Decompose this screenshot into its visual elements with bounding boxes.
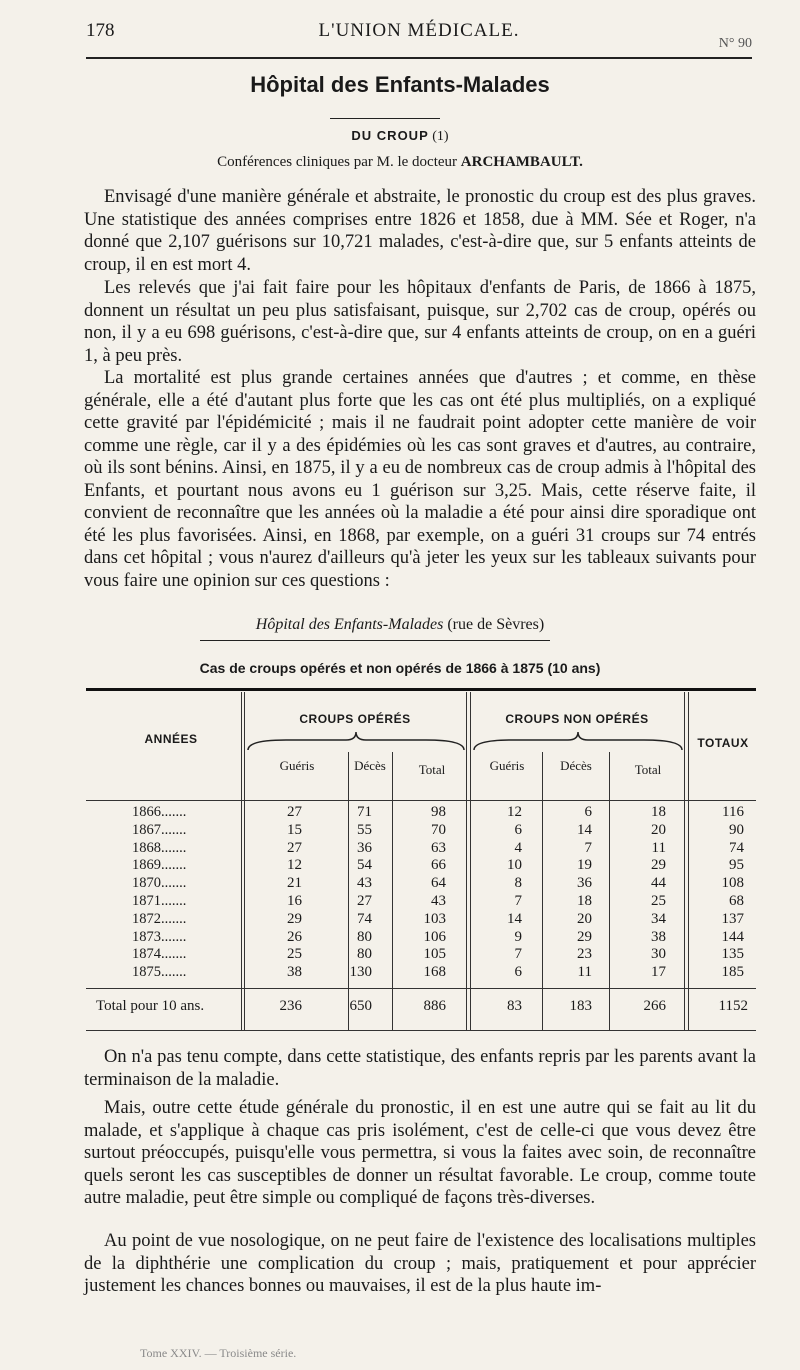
cell-nop-total: 30 (651, 946, 666, 963)
cell-op-total: 64 (431, 875, 446, 892)
cell-op-total: 63 (431, 839, 446, 856)
header-totals: TOTAUX (697, 736, 749, 750)
table-row (86, 893, 756, 911)
running-header (86, 20, 752, 50)
cell-nop-deaths: 11 (577, 964, 592, 981)
table-row (86, 946, 756, 964)
cell-year: 1870....... (132, 875, 187, 892)
conference-author: ARCHAMBAULT. (460, 154, 583, 170)
journal-title: L'UNION MÉDICALE. (318, 20, 520, 41)
total-nop-total: 266 (643, 998, 666, 1014)
cell-op-total: 105 (423, 946, 446, 963)
cell-op-cured: 12 (287, 857, 302, 874)
cell-nop-total: 20 (651, 821, 666, 838)
statistics-table (86, 688, 756, 1034)
cell-nop-cured: 14 (507, 910, 522, 927)
cell-op-total: 98 (431, 804, 446, 820)
header-years: ANNÉES (144, 732, 198, 746)
cell-grand-total: 185 (721, 964, 744, 981)
cell-nop-cured: 4 (514, 839, 522, 856)
table-row (86, 840, 756, 858)
cell-year: 1875....... (132, 964, 187, 981)
subtitle-note: (1) (432, 129, 449, 144)
article-subtitle (0, 128, 800, 145)
total-op-cured: 236 (279, 998, 302, 1014)
table-row (86, 929, 756, 947)
subtitle-text: DU CROUP (351, 128, 429, 143)
brace-operated (246, 730, 466, 752)
cell-year: 1868....... (132, 839, 187, 856)
cell-year: 1869....... (132, 857, 187, 874)
total-nop-deaths: 183 (569, 998, 592, 1014)
article-title: Hôpital des Enfants-Malades (250, 72, 550, 97)
cell-nop-cured: 6 (514, 821, 522, 838)
cell-grand-total: 137 (721, 910, 744, 927)
subheader-cured: Guéris (489, 758, 525, 773)
cell-grand-total: 108 (721, 875, 744, 892)
cell-grand-total: 95 (729, 857, 744, 874)
cell-op-deaths: 80 (357, 928, 372, 945)
cell-op-deaths: 27 (357, 892, 372, 909)
cell-year: 1872....... (132, 910, 187, 927)
paragraph-2: Les relevés que j'ai fait faire pour les hôpitaux d'enfants de Paris, de 1866 à 1875, donnent un résultat un peu plus satisfaisant, puisque, sur 2,702 cas de croup, opérés ou non, il y a eu 698 guérisons, c'est-à-dire que, sur 4 enfants atteints de croup, on en a guéri 1, à peu près. (84, 278, 756, 366)
cell-nop-total: 44 (651, 875, 666, 892)
table-row (86, 804, 756, 822)
table-caption-main: Hôpital des Enfants-Malades (255, 616, 444, 633)
cell-op-cured: 27 (287, 839, 302, 856)
cell-op-total: 66 (431, 857, 446, 874)
cell-op-deaths: 130 (349, 964, 372, 981)
paragraph-5: Mais, outre cette étude générale du pronostic, il en est une autre qui se fait au lit du malade, et s'applique à chaque cas pris isolément, c'est de celle-ci que vous devez être surtout préoccupés, puisqu'elle vous permettra, si vous la faites avec soin, de reconnaître quels seront les cas susceptibles de donner un résultat favorable. Le croup, comme toute autre maladie, peut être simple ou compliqué de façons très-diverses. (84, 1098, 756, 1208)
cell-nop-total: 29 (651, 857, 666, 874)
cell-nop-total: 18 (651, 804, 666, 820)
total-grand: 1152 (718, 998, 748, 1014)
cell-nop-total: 11 (651, 839, 666, 856)
cell-nop-deaths: 7 (584, 839, 592, 856)
cell-op-cured: 16 (287, 892, 302, 909)
cell-nop-deaths: 19 (577, 857, 592, 874)
cell-year: 1874....... (132, 946, 187, 963)
page-number: 178 (86, 20, 115, 41)
cell-op-cured: 27 (287, 804, 302, 820)
cell-nop-total: 25 (651, 892, 666, 909)
brace-not-operated (472, 730, 684, 752)
cell-year: 1871....... (132, 892, 187, 909)
table-bottom-rule (86, 1030, 756, 1031)
cell-op-cured: 15 (287, 821, 302, 838)
table-body (86, 804, 756, 982)
paragraph-1: Envisagé d'une manière générale et abstraite, le pronostic du croup est des plus graves. Une statistique des années comprises entre 1826 et 1858, due à MM. Sée et Roger, n'a donné que 2,107 guérisons sur 10,721 malades, c'est-à-dire que, sur 5 enfants atteints de croup, il en est mort 4. (84, 187, 756, 275)
cell-op-deaths: 54 (357, 857, 372, 874)
total-op-deaths: 650 (349, 998, 372, 1014)
page-footer: Tome XXIV. — Troisième série. (140, 1346, 297, 1360)
table-total-row (86, 998, 756, 1020)
table-caption (0, 616, 800, 634)
total-op-total: 886 (423, 998, 446, 1014)
title-rule (330, 118, 440, 119)
cell-op-total: 70 (431, 821, 446, 838)
cell-nop-cured: 10 (507, 857, 522, 874)
cell-op-deaths: 36 (357, 839, 372, 856)
caption-rule (200, 640, 550, 641)
subheader-total: Total (418, 762, 446, 777)
cell-op-deaths: 43 (357, 875, 372, 892)
table-row (86, 857, 756, 875)
cell-op-deaths: 71 (357, 804, 372, 820)
cell-nop-deaths: 6 (584, 804, 592, 820)
cell-nop-total: 34 (651, 910, 666, 927)
cell-nop-deaths: 14 (577, 821, 592, 838)
cell-year: 1866....... (132, 804, 187, 820)
table-header-rule (86, 800, 756, 801)
cell-op-cured: 25 (287, 946, 302, 963)
cell-nop-cured: 6 (514, 964, 522, 981)
cell-grand-total: 68 (729, 892, 744, 909)
subheader-deaths: Décès (560, 758, 592, 773)
table-top-rule (86, 688, 756, 691)
header-rule (86, 57, 752, 59)
subheader-total: Total (634, 762, 662, 777)
cell-nop-cured: 7 (514, 946, 522, 963)
cell-grand-total: 144 (721, 928, 744, 945)
cell-op-cured: 38 (287, 964, 302, 981)
header-operated: CROUPS OPÉRÉS (299, 712, 411, 726)
cell-op-deaths: 55 (357, 821, 372, 838)
table-row (86, 911, 756, 929)
table-row (86, 875, 756, 893)
cell-nop-deaths: 36 (577, 875, 592, 892)
subheader-cured: Guéris (279, 758, 315, 773)
issue-number: N° 90 (718, 36, 752, 51)
subheader-deaths: Décès (354, 758, 386, 773)
cell-op-deaths: 74 (357, 910, 372, 927)
cell-nop-cured: 9 (514, 928, 522, 945)
cell-op-total: 43 (431, 892, 446, 909)
cell-grand-total: 74 (729, 839, 744, 856)
cell-op-cured: 26 (287, 928, 302, 945)
cell-nop-deaths: 23 (577, 946, 592, 963)
table-row (86, 822, 756, 840)
total-label: Total pour 10 ans. (96, 998, 205, 1014)
cell-nop-deaths: 20 (577, 910, 592, 927)
cell-nop-total: 17 (651, 964, 666, 981)
paragraph-4: On n'a pas tenu compte, dans cette statistique, des enfants repris par les parents avant la terminaison de la maladie. (84, 1047, 756, 1090)
cell-op-total: 106 (423, 928, 446, 945)
cell-nop-cured: 8 (514, 875, 522, 892)
cell-grand-total: 90 (729, 821, 744, 838)
cell-op-total: 103 (423, 910, 446, 927)
paragraph-6: Au point de vue nosologique, on ne peut faire de l'existence des localisations multiples de la diphthérie une complication du croup ; mais, pratiquement et pour apprécier justement les chances bonnes ou mauvaises, il est de la plus haute im- (84, 1231, 756, 1296)
cell-year: 1867....... (132, 821, 187, 838)
cell-year: 1873....... (132, 928, 187, 945)
cell-nop-cured: 7 (514, 892, 522, 909)
conference-prefix: Conférences cliniques par M. le docteur (217, 154, 458, 170)
table-total-rule (86, 988, 756, 989)
total-nop-cured: 83 (507, 998, 522, 1014)
cell-op-total: 168 (423, 964, 446, 981)
cell-grand-total: 135 (721, 946, 744, 963)
header-not-operated: CROUPS NON OPÉRÉS (505, 712, 649, 726)
table-row (86, 964, 756, 982)
conference-line (0, 154, 800, 171)
table-title: Cas de croups opérés et non opérés de 1866 à 1875 (10 ans) (199, 660, 601, 676)
cell-op-cured: 21 (287, 875, 302, 892)
cell-grand-total: 116 (722, 804, 744, 820)
cell-op-deaths: 80 (357, 946, 372, 963)
table-caption-sub: (rue de Sèvres) (447, 616, 545, 633)
cell-nop-deaths: 18 (577, 892, 592, 909)
cell-nop-cured: 12 (507, 804, 522, 820)
cell-nop-total: 38 (651, 928, 666, 945)
cell-nop-deaths: 29 (577, 928, 592, 945)
cell-op-cured: 29 (287, 910, 302, 927)
paragraph-3: La mortalité est plus grande certaines années que d'autres ; et comme, en thèse générale, elle a été d'autant plus forte que les cas ont été plus multipliés, on a expliqué cette gravité par l'épidémicité ; mais il ne faudrait point adopter cette manière de voir comme une règle, car il y a des épidémies où les cas sont graves et d'autres, au contraire, où ils sont bénins. Ainsi, en 1875, il y a eu de nombreux cas de croup admis à l'hôpital des Enfants, et pourtant nous avons eu 1 guérison sur 3,25. Mais, cette réserve faite, il convient de reconnaître que les années où la maladie a été pour ainsi dire sporadique ont été les plus favorisées. Ainsi, en 1868, par exemple, on a guéri 31 croups sur 74 entrés dans cet hôpital ; vous n'aurez d'ailleurs qu'à jeter les yeux sur les tableaux suivants pour vous faire une opinion sur ces questions : (84, 368, 756, 591)
